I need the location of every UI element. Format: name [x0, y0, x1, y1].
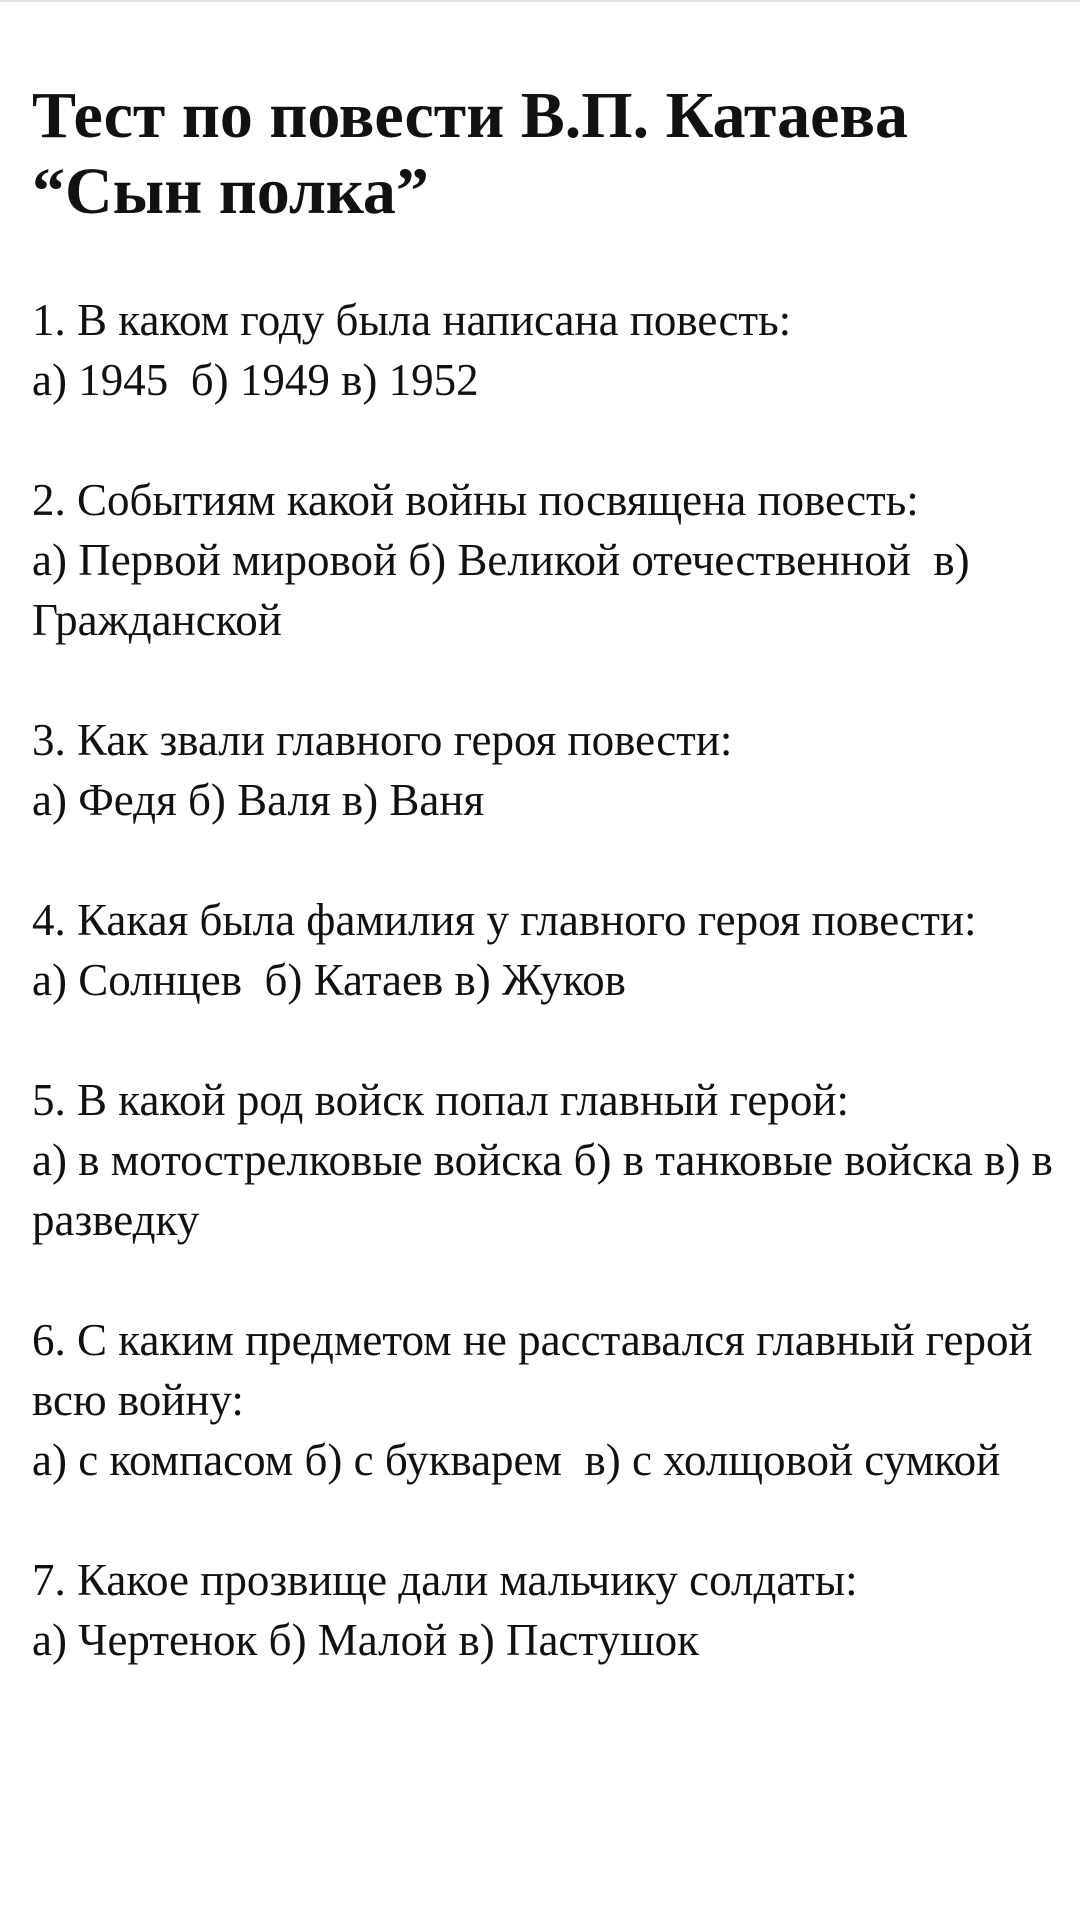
answer-options: а) с компасом б) с букварем в) с холщовой сумкой	[32, 1435, 1001, 1485]
question-5	[32, 1070, 1065, 1250]
document-body	[32, 78, 1065, 1670]
question-text: 7. Какое прозвище дали мальчику солдаты:	[32, 1555, 858, 1605]
question-4	[32, 890, 1062, 1010]
question-text: 5. В какой род войск попал главный герой:	[32, 1075, 849, 1125]
question-2	[32, 470, 1062, 650]
question-text: 2. Событиям какой войны посвящена повесть:	[32, 475, 919, 525]
answer-options: а) Солнцев б) Катаев в) Жуков	[32, 955, 626, 1005]
answer-options: а) 1945 б) 1949 в) 1952	[32, 355, 479, 405]
answer-options: а) Федя б) Валя в) Ваня	[32, 775, 485, 825]
question-text: 6. С каким предметом не расставался главный герой всю войну:	[32, 1315, 1044, 1425]
answer-options: а) Первой мировой б) Великой отечественной в) Гражданской	[32, 535, 981, 645]
question-text: 3. Как звали главного героя повести:	[32, 715, 733, 765]
title-line-1: Тест по повести В.П. Катаева	[32, 79, 909, 152]
page-title	[32, 78, 1062, 230]
question-3	[32, 710, 1062, 830]
question-text: 1. В каком году была написана повесть:	[32, 295, 792, 345]
title-line-2: “Сын полка”	[32, 155, 429, 228]
answer-options: а) в мотострелковые войска б) в танковые войска в) в разведку	[32, 1135, 1065, 1245]
answer-options: а) Чертенок б) Малой в) Пастушок	[32, 1615, 699, 1665]
question-7	[32, 1550, 1062, 1670]
question-text: 4. Какая была фамилия у главного героя повести:	[32, 895, 977, 945]
question-6	[32, 1310, 1062, 1490]
question-1	[32, 290, 1062, 410]
top-border	[0, 0, 1080, 2]
